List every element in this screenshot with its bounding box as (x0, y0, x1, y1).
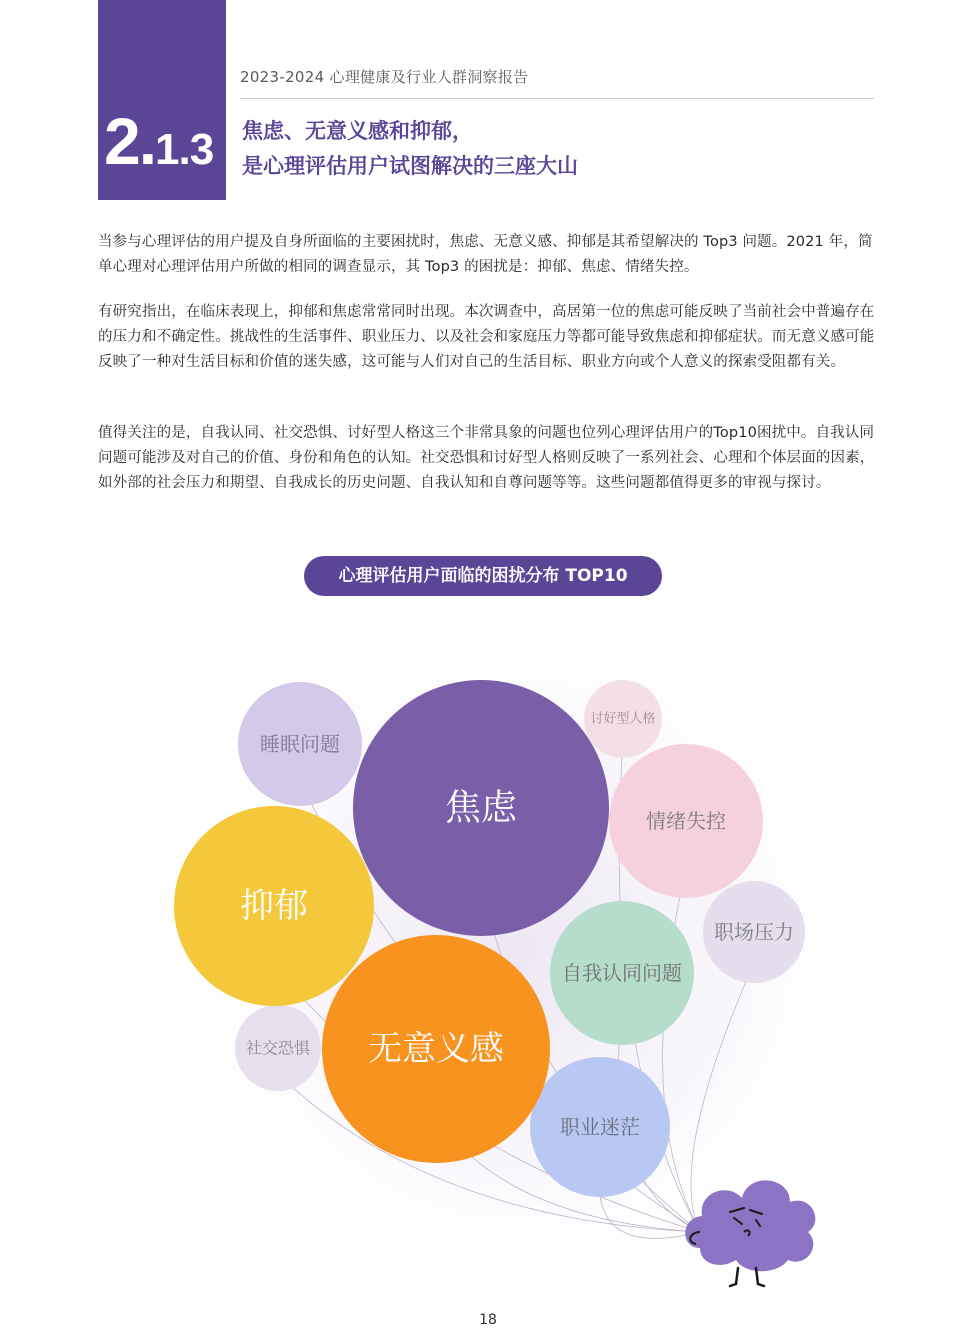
bubble-label: 焦虑 (444, 787, 518, 829)
bubble-label: 睡眠问题 (260, 732, 340, 756)
bubble-label: 社交恐惧 (245, 1038, 311, 1058)
bubble-label: 讨好型人格 (590, 711, 656, 727)
bubble-label: 无意义感 (368, 1029, 504, 1069)
bubble-label: 职场压力 (714, 920, 794, 944)
report-title: 2023-2024 心理健康及行业人群洞察报告 (240, 68, 529, 86)
bubble-label: 职业迷茫 (560, 1115, 640, 1139)
section-number-minor: 1.3 (155, 125, 214, 174)
section-heading-line1: 焦虑、无意义感和抑郁， (242, 119, 473, 143)
section-heading (242, 114, 802, 184)
header-divider (240, 98, 874, 99)
page-number: 18 (479, 1312, 497, 1328)
bubble-label: 自我认同问题 (562, 961, 682, 985)
section-number (104, 98, 224, 184)
paragraph-1: 当参与心理评估的用户提及自身所面临的主要困扰时，焦虑、无意义感、抑郁是其希望解决的 Top3 问题。2021 年，简单心理对心理评估用户所做的相同的调查显示，其 Top3 的困扰是：抑郁、焦虑、情绪失控。 (98, 234, 873, 275)
section-heading-line2: 是心理评估用户试图解决的三座大山 (242, 154, 578, 178)
bubble-label: 抑郁 (240, 886, 308, 926)
section-number-major: 2. (104, 104, 156, 178)
bubble-chart-svg (0, 620, 976, 1300)
bubble-label: 情绪失控 (646, 809, 726, 833)
paragraph-2: 有研究指出，在临床表现上，抑郁和焦虑常常同时出现。本次调查中，高居第一位的焦虑可能反映了当前社会中普遍存在的压力和不确定性。挑战性的生活事件、职业压力、以及社会和家庭压力等都可能导致焦虑和抑郁症状。而无意义感可能反映了一种对生活目标和价值的迷失感，这可能与人们对自己的生活目标、职业方向或个人意义的探索受阻都有关。 (98, 304, 875, 370)
paragraph-3: 值得关注的是，自我认同、社交恐惧、讨好型人格这三个非常具象的问题也位列心理评估用户的Top10困扰中。自我认同问题可能涉及对自己的价值、身份和角色的认知。社交恐惧和讨好型人格则反映了一系列社会、心理和个体层面的因素，如外部的社会压力和期望、自我成长的历史问题、自我认知和自尊问题等等。这些问题都值得更多的审视与探讨。 (98, 425, 875, 491)
chart-title: 心理评估用户面临的困扰分布 TOP10 (304, 556, 662, 596)
bubble-chart (0, 620, 976, 1300)
